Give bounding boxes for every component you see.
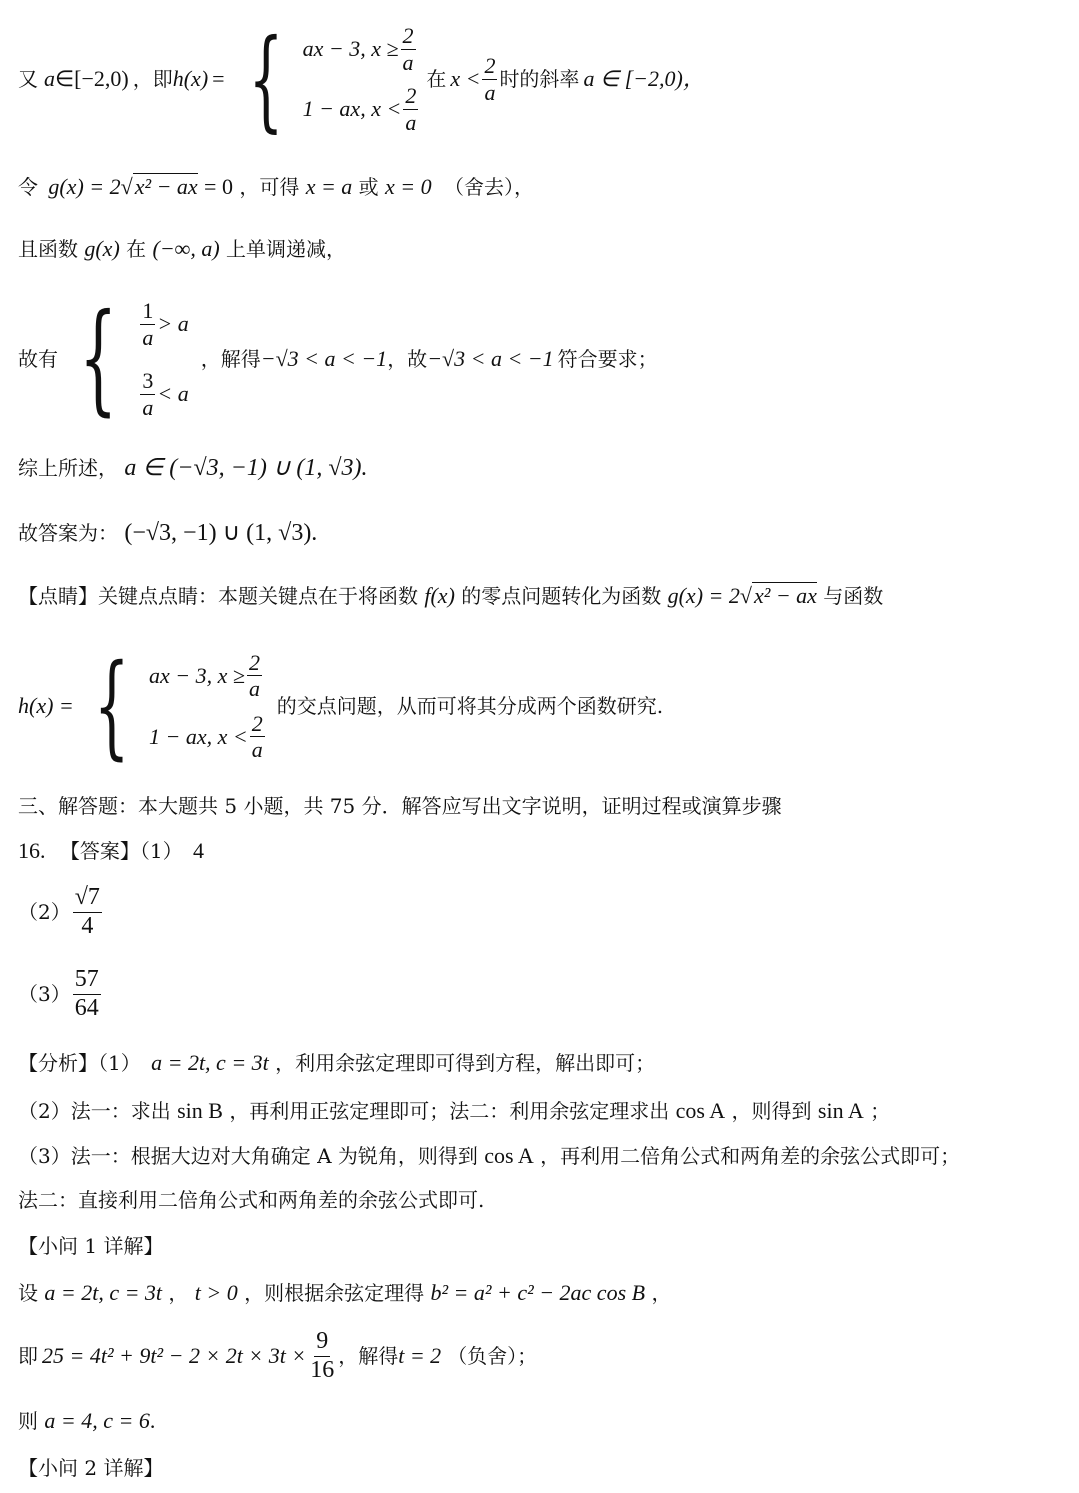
text: （1） — [139, 839, 183, 863]
subheading-q1 — [18, 1236, 163, 1256]
text: ，则根据余弦定理得 — [244, 1281, 425, 1305]
cases-block — [303, 19, 421, 139]
line-g-zero — [18, 176, 534, 198]
math-expr: cos A — [484, 1143, 534, 1168]
text: 法二：直接利用二倍角公式和两角差的余弦公式即可. — [18, 1188, 485, 1212]
text: 与函数 — [823, 584, 884, 608]
math-expr: a = 2t, c = 3t — [44, 1280, 163, 1305]
cases-block — [149, 645, 267, 767]
fraction — [73, 884, 102, 940]
frac-den: a — [248, 676, 260, 701]
text: 故有 — [18, 347, 58, 371]
text: （负舍）； — [447, 1344, 538, 1369]
case-row-bottom — [149, 706, 267, 767]
fraction — [401, 23, 416, 75]
text: ， — [651, 1281, 672, 1305]
math-expr: sin B — [177, 1098, 223, 1123]
math-expr: < a — [157, 381, 189, 406]
fraction — [403, 83, 418, 135]
text: 综上所述， — [18, 456, 118, 480]
text: 【分析】（1） — [18, 1051, 141, 1075]
text: （2）法一：求出 — [18, 1099, 171, 1123]
line-analysis-2 — [18, 1100, 890, 1122]
text: 又 — [18, 67, 38, 91]
fraction — [140, 368, 155, 420]
frac-num: 2 — [484, 53, 496, 79]
question-number: 16. — [18, 838, 46, 863]
frac-num: 3 — [142, 368, 154, 394]
text: ； — [870, 1099, 891, 1123]
text: ， — [168, 1281, 189, 1305]
line-answer-3 — [18, 966, 103, 1022]
text: 【点睛】关键点点睛：本题关键点在于将函数 — [18, 584, 418, 608]
math-func: g(x) — [84, 236, 120, 261]
answer-value: 4 — [192, 838, 204, 863]
section-heading — [18, 796, 782, 816]
math-expr: > a — [157, 311, 189, 336]
line-answer-2 — [18, 884, 104, 940]
math-expr: x = a — [305, 174, 353, 199]
case-expr: ax − 3, x ≥ — [149, 662, 245, 688]
line-q16-answer — [18, 840, 204, 862]
text: （舍去）， — [444, 175, 535, 199]
math-func: h(x) — [172, 66, 209, 91]
math-expr: a = 4, c = 6 — [44, 1408, 150, 1433]
left-brace: { — [79, 289, 118, 428]
frac-num: 1 — [142, 298, 154, 324]
case-row-bottom — [303, 79, 421, 139]
line-h-piecewise-2 — [18, 640, 663, 772]
subheading-q2 — [18, 1458, 163, 1478]
line-monotone — [18, 238, 346, 260]
case-expr: 1 − ax, x < — [302, 96, 402, 121]
text: 【小问 1 详解】 — [18, 1234, 164, 1258]
case-row-top — [149, 645, 267, 706]
line-h-piecewise — [18, 14, 705, 144]
math-expr: b² = a² + c² − 2ac cos B — [430, 1280, 646, 1305]
frac-num: 2 — [248, 649, 260, 675]
line-key-point — [18, 585, 883, 607]
text: 时的斜率 — [499, 67, 580, 91]
text: 或 — [358, 175, 379, 199]
frac-num: 2 — [402, 23, 414, 49]
frac-num: 2 — [251, 710, 263, 736]
text: 在 — [426, 67, 447, 91]
text: 设 — [18, 1281, 38, 1305]
frac-den: 16 — [310, 1356, 335, 1383]
text: （3） — [18, 982, 71, 1007]
text: 上单调递减， — [226, 237, 347, 261]
math-expr: (−√3, −1) ∪ (1, √3). — [124, 520, 318, 546]
text: 三、解答题：本大题共 5 小题，共 75 分．解答应写出文字说明，证明过程或演算步骤 — [18, 794, 782, 818]
text: ，则得到 — [731, 1099, 812, 1123]
sqrt-radicand: x² − ax — [134, 174, 198, 199]
math-expr: t > 0 — [194, 1280, 238, 1305]
frac-num: 9 — [314, 1328, 330, 1357]
math-expr: a ∈ [−2,0)， — [583, 66, 705, 91]
line-solution-1 — [18, 1282, 671, 1304]
case-row-top — [138, 289, 188, 359]
text: 【答案】 — [59, 839, 140, 863]
math-var: a — [44, 66, 55, 91]
math-symbol: = — [212, 66, 225, 91]
math-expr: 25 = 4t² + 9t² − 2 × 2t × 3t × — [42, 1343, 307, 1369]
frac-den: a — [142, 394, 154, 420]
math-expr: −√3 < a < −1 — [260, 346, 388, 371]
text: ，再利用二倍角公式和两角差的余弦公式即可； — [540, 1144, 961, 1168]
frac-den: a — [251, 737, 263, 762]
text: 的交点问题，从而可将其分成两个函数研究. — [276, 694, 664, 718]
fraction — [250, 711, 265, 763]
math-expr: x = 0 — [385, 174, 432, 199]
math-symbol: ∈ — [55, 66, 75, 91]
text: 【小问 2 详解】 — [18, 1456, 164, 1480]
frac-den: 4 — [81, 912, 94, 939]
text: 故答案为： — [18, 521, 118, 545]
math-expr: g(x) = 2 — [48, 174, 121, 199]
text: ，即 — [132, 67, 173, 91]
text: 在 — [126, 237, 147, 261]
frac-den: a — [484, 79, 496, 105]
text: ，可得 — [239, 175, 300, 199]
case-expr: 1 − ax, x < — [149, 723, 248, 749]
math-interval: (−∞, a) — [152, 236, 220, 261]
case-expr: ax − 3, x ≥ — [302, 36, 399, 61]
left-brace: { — [248, 15, 284, 143]
math-expr: cos A — [675, 1098, 726, 1123]
text: ，故 — [387, 347, 428, 371]
math-expr: a = 2t, c = 3t — [151, 1050, 269, 1075]
line-solution-3 — [18, 1410, 155, 1432]
math-expr: a ∈ (−√3, −1) ∪ (1, √3). — [124, 455, 368, 481]
math-expr: t = 2 — [398, 1343, 442, 1369]
sqrt-radicand: x² − ax — [753, 583, 817, 608]
math-expr: g(x) = 2 — [667, 583, 740, 608]
text: 令 — [18, 175, 38, 199]
math-func: f(x) — [424, 583, 455, 608]
frac-den: a — [405, 109, 417, 135]
fraction — [308, 1328, 336, 1384]
text: （3）法一：根据大边对大角确定 A 为锐角，则得到 — [18, 1144, 478, 1168]
text: （2） — [18, 900, 71, 925]
math-expr: = 0 — [204, 174, 233, 199]
frac-num: 57 — [73, 966, 101, 995]
text: 即 — [18, 1344, 38, 1369]
left-brace: { — [93, 641, 130, 771]
case-row-top — [303, 19, 421, 79]
fraction — [140, 298, 155, 350]
text: ，利用余弦定理即可得到方程，解出即可； — [275, 1051, 656, 1075]
text: 的零点问题转化为函数 — [461, 584, 662, 608]
text: ，再利用正弦定理即可；法二：利用余弦定理求出 — [229, 1099, 670, 1123]
frac-num: 2 — [405, 83, 417, 109]
frac-den: 64 — [74, 994, 99, 1021]
text: 则 — [18, 1409, 38, 1433]
math-expr: −√3 < a < −1 — [427, 346, 554, 371]
fraction — [73, 966, 101, 1022]
text: . — [149, 1408, 156, 1433]
frac-den: a — [142, 324, 154, 350]
fraction — [247, 650, 262, 702]
case-row-bottom — [138, 359, 188, 429]
math-cond: x < — [450, 66, 481, 91]
line-analysis-1 — [18, 1052, 655, 1074]
text: ，解得 — [200, 347, 261, 371]
math-expr: sin A — [817, 1098, 864, 1123]
text: ，解得 — [338, 1344, 399, 1369]
line-summary — [18, 456, 368, 480]
text: 且函数 — [18, 237, 78, 261]
fraction — [482, 53, 497, 105]
frac-num: √7 — [73, 884, 102, 913]
sqrt-sign: √ — [120, 174, 133, 199]
frac-den: a — [402, 49, 414, 75]
line-analysis-4 — [18, 1190, 484, 1210]
sqrt-sign: √ — [739, 583, 752, 608]
math-func: h(x) = — [18, 693, 74, 718]
line-system — [18, 284, 658, 434]
cases-block — [138, 289, 188, 429]
line-solution-2 — [18, 1328, 537, 1384]
line-analysis-3 — [18, 1145, 960, 1167]
math-interval: [−2,0) — [74, 66, 129, 91]
line-answer — [18, 521, 317, 545]
text: 符合要求； — [557, 347, 658, 371]
